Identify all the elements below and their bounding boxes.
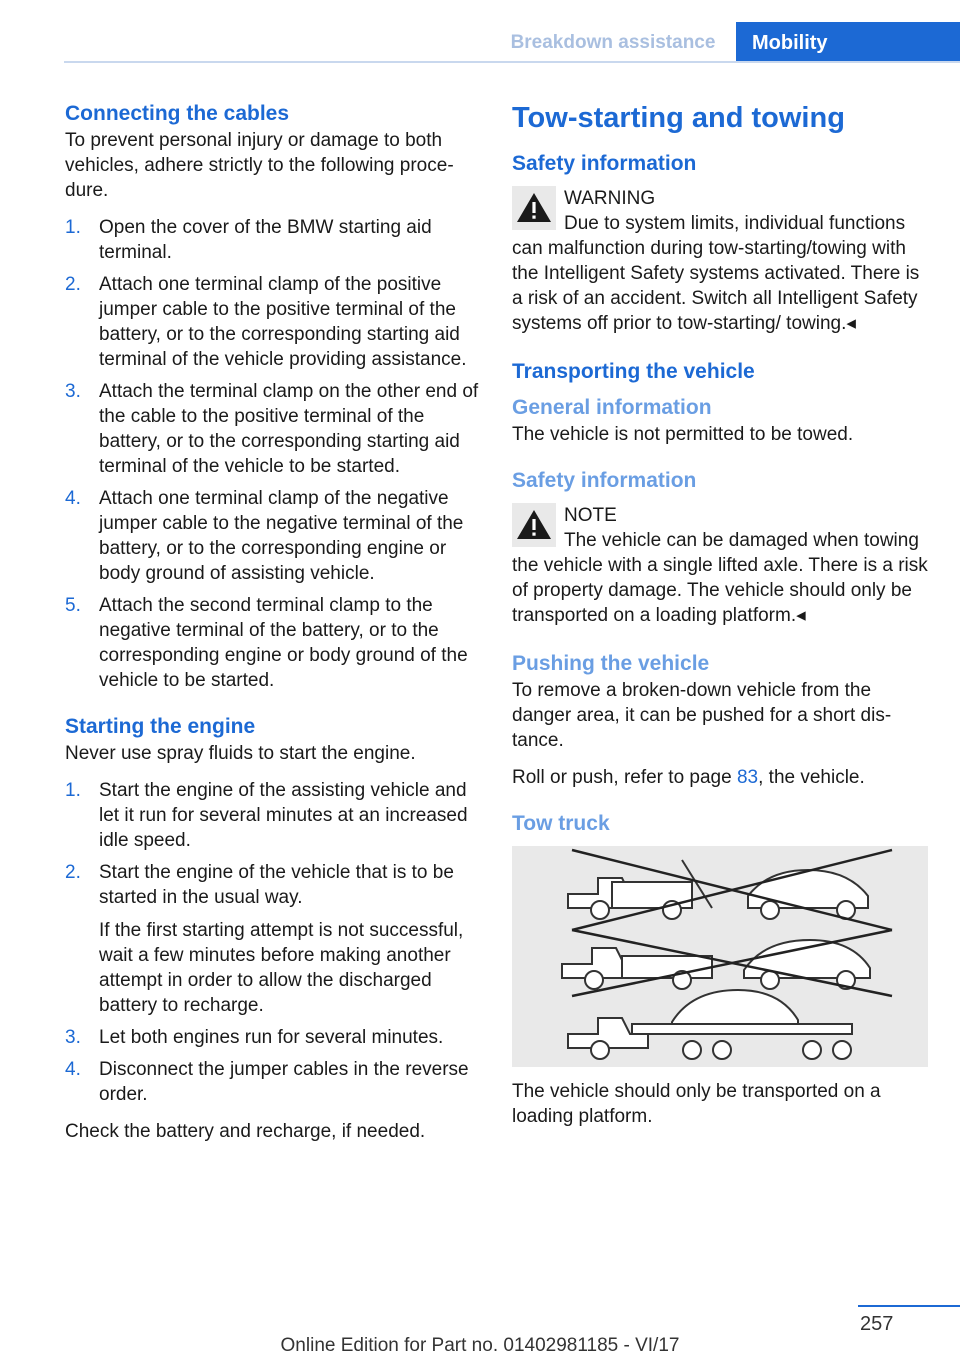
tow-starting-heading: Tow-starting and towing xyxy=(512,102,845,134)
section-tab: Breakdown assistance xyxy=(510,32,716,53)
pushing-heading: Pushing the vehicle xyxy=(512,652,710,675)
step-text: Attach the terminal clamp on the other end of the cable to the positive terminal of the battery, or to the corresponding starting aid terminal of the vehicle to be started. xyxy=(99,381,479,477)
step-number: 3. xyxy=(65,381,81,402)
step-number: 1. xyxy=(65,217,81,238)
connecting-intro: To prevent personal injury or damage to both vehicles, adhere strictly to the following procedure. xyxy=(65,130,454,201)
general-information-heading: General information xyxy=(512,396,712,419)
tow-truck-heading: Tow truck xyxy=(512,812,610,835)
list-item xyxy=(65,593,480,693)
edition-footer: Online Edition for Part no. 01402981185 - VI/17 xyxy=(280,1335,680,1356)
list-item xyxy=(65,860,480,1018)
note-box xyxy=(512,503,928,628)
step-text: Attach the second terminal clamp to the negative terminal of the battery, or to the corresponding engine or body ground of the vehicle to be started. xyxy=(99,595,468,691)
list-item xyxy=(65,486,480,586)
step-number: 4. xyxy=(65,1059,81,1080)
step-text: Start the engine of the assisting vehicle and let it run for several minutes at an increased idle speed. xyxy=(99,780,468,851)
starting-closing: Check the battery and recharge, if needed. xyxy=(65,1121,426,1142)
warning-box xyxy=(512,186,928,336)
general-information-text: The vehicle is not permitted to be towed. xyxy=(512,424,854,445)
transporting-heading: Transporting the vehicle xyxy=(512,360,755,383)
step-number: 2. xyxy=(65,274,81,295)
list-item xyxy=(65,272,480,372)
page-link[interactable]: 83 xyxy=(736,767,759,788)
safety-information-heading: Safety information xyxy=(512,152,697,175)
starting-steps xyxy=(65,778,480,1107)
list-item xyxy=(65,215,480,265)
list-item xyxy=(65,379,480,479)
pushing-reference xyxy=(512,765,928,790)
note-text: The vehicle can be damaged when towing the vehicle with a single lifted axle. There is a risk of property damage. The vehicle should only be transported on a loading platform.◂ xyxy=(512,530,928,626)
step-number: 1. xyxy=(65,780,81,801)
warning-label: WARNING xyxy=(564,188,656,209)
step-number: 2. xyxy=(65,862,81,883)
tow-truck-caption: The vehicle should only be transported on a loading platform. xyxy=(512,1081,881,1127)
page-number-rule xyxy=(858,1305,960,1307)
list-item xyxy=(65,1025,480,1050)
warning-triangle-icon xyxy=(512,503,556,547)
step-text: Attach one terminal clamp of the positive jumper cable to the positive terminal of the battery, or to the corresponding starting aid terminal of the vehicle providing assistance. xyxy=(99,274,467,370)
step-number: 5. xyxy=(65,595,81,616)
left-column xyxy=(65,100,480,1144)
right-column xyxy=(512,100,928,1129)
transport-safety-heading: Safety information xyxy=(512,469,697,492)
tow-truck-illustration xyxy=(512,846,928,1067)
list-item xyxy=(65,1057,480,1107)
connecting-cables-heading: Connecting the cables xyxy=(65,102,290,125)
starting-intro: Never use spray fluids to start the engine. xyxy=(65,743,416,764)
reference-suffix: , the vehicle. xyxy=(758,767,865,788)
header-rule xyxy=(64,61,960,63)
step-number: 4. xyxy=(65,488,81,509)
list-item xyxy=(65,778,480,853)
chapter-tab: Mobility xyxy=(736,22,960,62)
step-number: 3. xyxy=(65,1027,81,1048)
step-note: If the first starting attempt is not successful, wait a few minutes before making another attempt in order to allow the discharged battery to recharge. xyxy=(99,920,464,1016)
connecting-steps xyxy=(65,215,480,693)
warning-text: Due to system limits, individual functions can malfunction during tow-starting/towing with the Intelligent Safety systems activated. There is a risk of an accident. Switch all Intelligent Safety systems off prior to tow-starting/ towing.◂ xyxy=(512,213,920,334)
step-text: Start the engine of the vehicle that is to be started in the usual way. xyxy=(99,862,454,908)
step-text: Attach one terminal clamp of the negative jumper cable to the negative terminal of the battery, or to the corresponding engine or body ground of assisting vehicle. xyxy=(99,488,464,584)
step-text: Open the cover of the BMW starting aid terminal. xyxy=(99,217,432,263)
pushing-text: To remove a broken-down vehicle from the danger area, it can be pushed for a short distance. xyxy=(512,680,892,751)
note-label: NOTE xyxy=(564,505,617,526)
step-text: Let both engines run for several minutes. xyxy=(99,1027,444,1048)
step-text: Disconnect the jumper cables in the reverse order. xyxy=(99,1059,469,1105)
page-number: 257 xyxy=(860,1313,894,1335)
starting-engine-heading: Starting the engine xyxy=(65,715,256,738)
warning-triangle-icon xyxy=(512,186,556,230)
reference-prefix: Roll or push, refer to page xyxy=(512,767,737,788)
